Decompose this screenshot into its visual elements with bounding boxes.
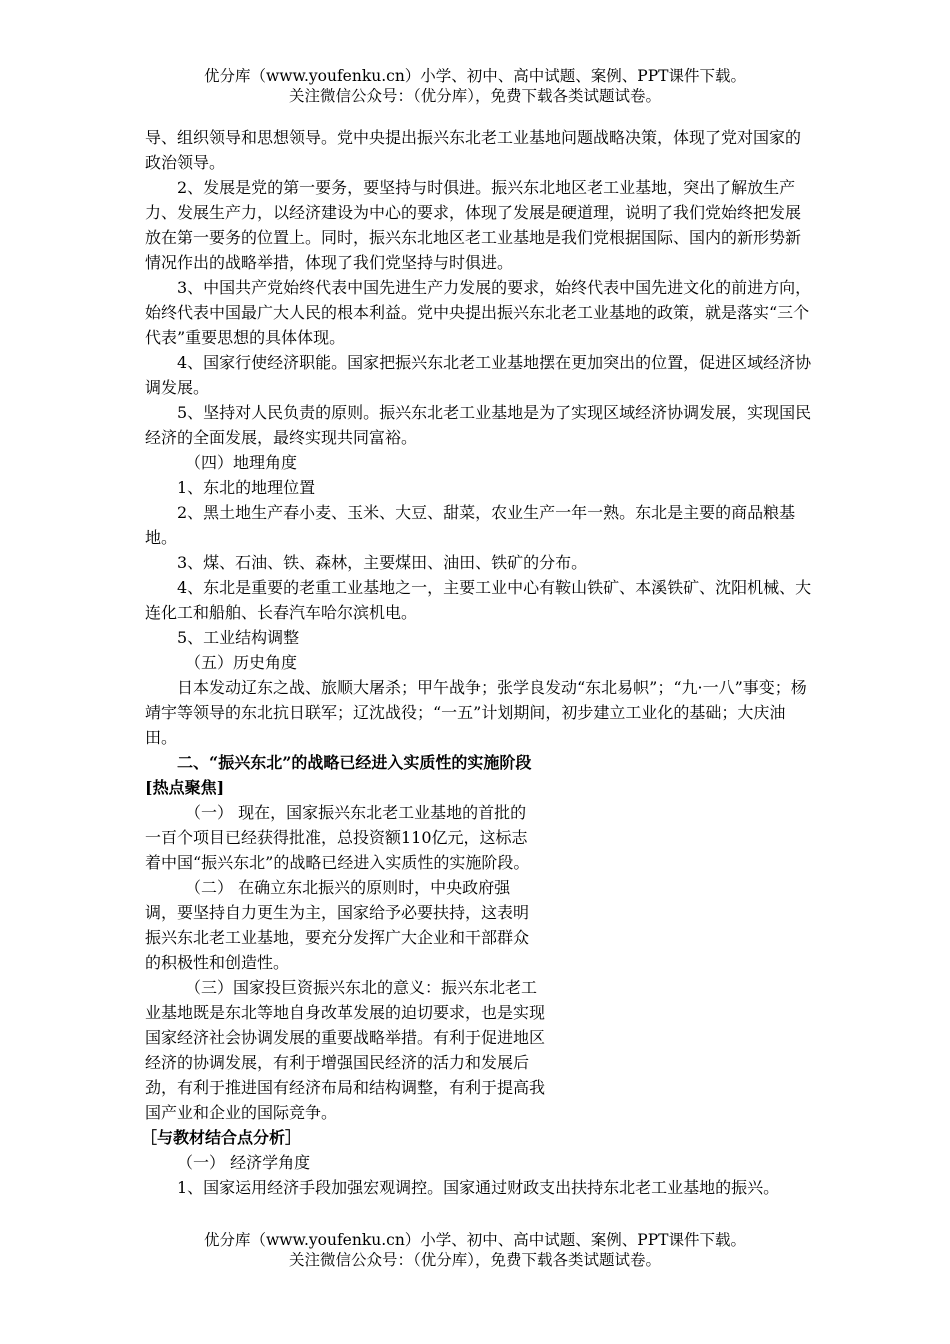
paragraph: 2、发展是党的第一要务，要坚持与时俱进。振兴东北地区老工业基地，突出了解放生产力、发展生产力，以经济建设为中心的要求，体现了发展是硬道理，说明了我们党始终把发展放在第一要务的位置上。同时，振兴东北地区老工业基地是我们党根据国际、国内的新形势新情况作出的战略举措，体现了我们党坚持与时俱进。 bbox=[145, 178, 802, 272]
hot-focus-tag: [热点聚焦] bbox=[145, 778, 225, 797]
page-footer bbox=[0, 1230, 950, 1270]
footer-line-1: 优分库（www.youfenku.cn）小学、初中、高中试题、案例、PPT课件下载。 bbox=[203, 1231, 747, 1249]
analysis-tag: ［与教材结合点分析］ bbox=[141, 1128, 302, 1147]
section-heading: 二、“振兴东北”的战略已经进入实质性的实施阶段 bbox=[177, 753, 532, 772]
paragraph: 5、工业结构调整 bbox=[177, 628, 300, 647]
header-line-2: 关注微信公众号：（优分库），免费下载各类试题试卷。 bbox=[288, 87, 661, 105]
paragraph: 1、东北的地理位置 bbox=[177, 478, 316, 497]
subheading-history: （五）历史角度 bbox=[185, 653, 298, 672]
paragraph: 4、东北是重要的老重工业基地之一，主要工业中心有鞍山铁矿、本溪铁矿、沈阳机械、大连化工和船舶、长春汽车哈尔滨机电。 bbox=[145, 578, 812, 622]
paragraph: 5、坚持对人民负责的原则。振兴东北老工业基地是为了实现区域经济协调发展，实现国民经济的全面发展，最终实现共同富裕。 bbox=[145, 403, 812, 447]
paragraph: （一） 现在，国家振兴东北老工业基地的首批的一百个项目已经获得批准，总投资额110亿元，这标志着中国“振兴东北”的战略已经进入实质性的实施阶段。 bbox=[145, 803, 530, 872]
paragraph: 日本发动辽东之战、旅顺大屠杀；甲午战争；张学良发动“东北易帜”；“九·一八”事变；杨靖宇等领导的东北抗日联军；辽沈战役；“一五”计划期间，初步建立工业化的基础；大庆油田。 bbox=[145, 678, 807, 747]
paragraph: （二） 在确立东北振兴的原则时，中央政府强调，要坚持自力更生为主，国家给予必要扶持，这表明振兴东北老工业基地，要充分发挥广大企业和干部群众的积极性和创造性。 bbox=[145, 878, 530, 972]
paragraph: 3、中国共产党始终代表中国先进生产力发展的要求，始终代表中国先进文化的前进方向，始终代表中国最广大人民的根本利益。党中央提出振兴东北老工业基地的政策，就是落实“三个代表”重要思想的具体体现。 bbox=[145, 278, 812, 347]
document-body bbox=[141, 125, 815, 1200]
paragraph: 4、国家行使经济职能。国家把振兴东北老工业基地摆在更加突出的位置，促进区域经济协调发展。 bbox=[145, 353, 812, 397]
subheading-geography: （四）地理角度 bbox=[185, 453, 298, 472]
paragraph: （三）国家投巨资振兴东北的意义：振兴东北老工业基地既是东北等地自身改革发展的迫切要求，也是实现国家经济社会协调发展的重要战略举措。有利于促进地区经济的协调发展，有利于增强国民经济的活力和发展后劲，有利于推进国有经济布局和结构调整，有利于提高我国产业和企业的国际竞争。 bbox=[145, 978, 546, 1122]
paragraph: 导、组织领导和思想领导。党中央提出振兴东北老工业基地问题战略决策，体现了党对国家的政治领导。 bbox=[145, 128, 802, 172]
paragraph: 3、煤、石油、铁、森林，主要煤田、油田、铁矿的分布。 bbox=[177, 553, 588, 572]
header-line-1: 优分库（www.youfenku.cn）小学、初中、高中试题、案例、PPT课件下载。 bbox=[203, 67, 747, 85]
page-header bbox=[0, 66, 950, 106]
paragraph: 2、黑土地生产春小麦、玉米、大豆、甜菜，农业生产一年一熟。东北是主要的商品粮基地。 bbox=[145, 503, 796, 547]
subheading-economics: （一） 经济学角度 bbox=[177, 1153, 311, 1172]
footer-line-2: 关注微信公众号：（优分库），免费下载各类试题试卷。 bbox=[288, 1251, 661, 1269]
paragraph: 1、国家运用经济手段加强宏观调控。国家通过财政支出扶持东北老工业基地的振兴。 bbox=[177, 1178, 780, 1197]
